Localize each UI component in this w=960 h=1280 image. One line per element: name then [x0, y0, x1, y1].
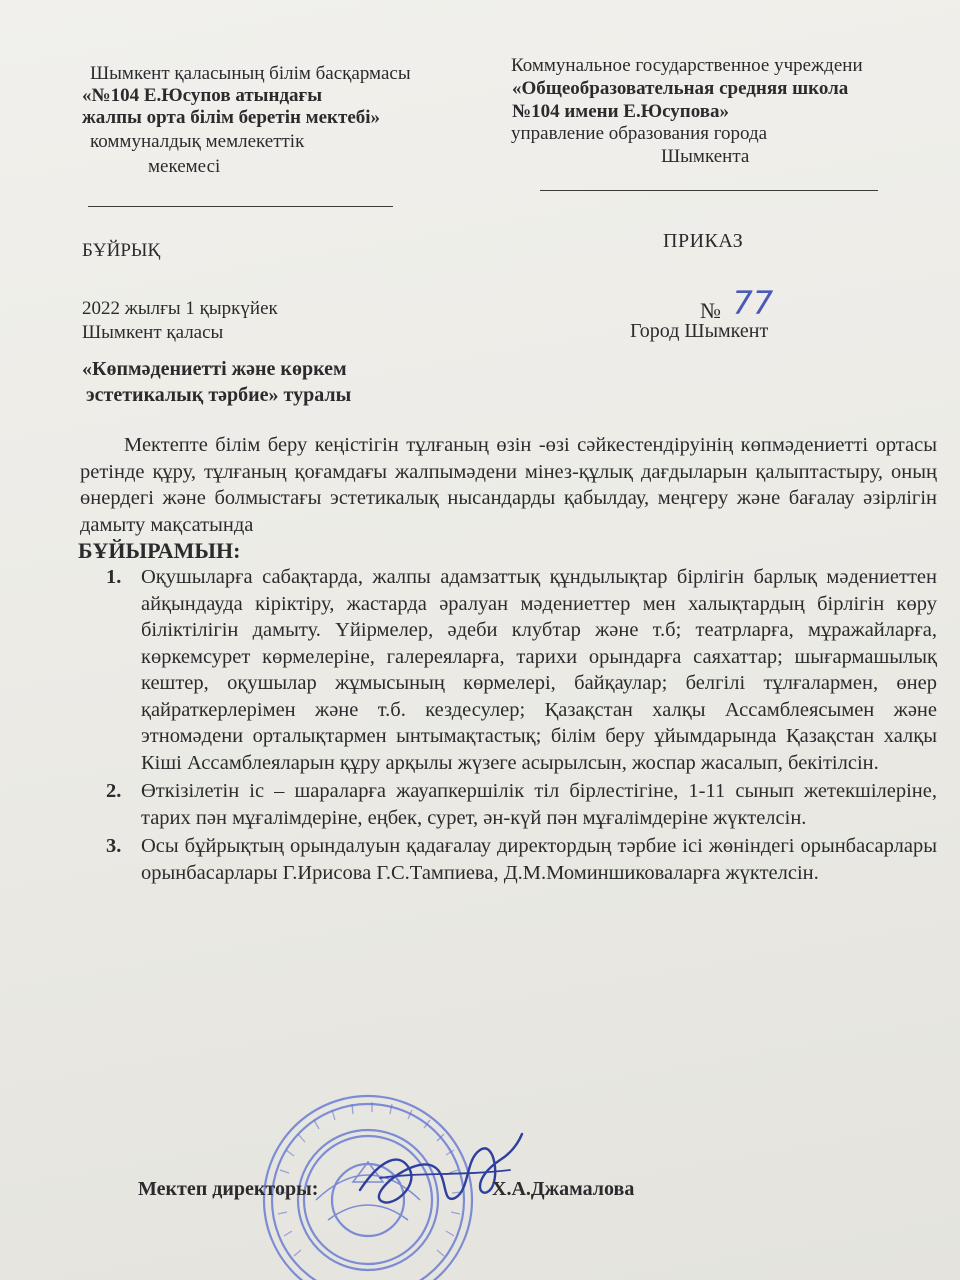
order-number-prefix: № — [700, 298, 721, 323]
order-title-ru: ПРИКАЗ — [663, 230, 744, 252]
header-ru-line1: Коммунальное государственное учреждени — [511, 55, 863, 76]
order-item-text: Оқушыларға сабақтарда, жалпы адамзаттық құндылықтар бірлігін барлық мәдениеттен айқындауда кіріктіру, жастарда әралуан мәдениеттер мен халықтардың бірлігін көру біліктілігін дамыту. Үйірмелер, әдеби клубтар және т.б; театрларға, мұражайларға, көркемсурет көрмелеріне, галереяларға, тарихи орындарға саяхаттар; шығармашылық кештер, оқушылар жұмысының көрмелері, байқаулар; белгілі тұлғалармен, өнер қайраткерлерімен және т.б. кездесулер; Қазақстан халқы Ассамблеясымен және этномәдени орталықтармен ынтымақтастық; білім беру ұйымдарында Қазақстан халқы Кіші Ассамблеяларын құру арқылы жүзеге асырылсын, жоспар жасалып, бекітілсін. — [141, 566, 937, 774]
header-ru-line3: №104 имени Е.Юсупова» — [512, 101, 730, 122]
order-date: 2022 жылғы 1 қыркүйек — [82, 298, 278, 319]
subject-line2: эстетикалық тәрбие» туралы — [86, 384, 352, 406]
order-title-kz: БҰЙРЫҚ — [82, 240, 161, 261]
signature-role: Мектеп директоры: — [138, 1178, 319, 1200]
order-item-text: Осы бұйрықтың орындалуын қадағалау директордың тәрбие ісі жөніндегі орынбасарлары орынбасарлары Г.Ирисова Г.С.Тампиева, Д.М.Моминшиковаларға жүктелсін. — [141, 835, 937, 884]
header-ru-line4: управление образования города — [511, 123, 768, 144]
header-kz-line4: коммуналдық мемлекеттік — [90, 131, 305, 152]
subject-line1: «Көпмәдениетті және көркем — [82, 358, 347, 380]
signature-scribble — [350, 1120, 530, 1230]
order-item-number: 2. — [106, 780, 122, 802]
order-items — [80, 564, 937, 886]
order-item — [80, 564, 937, 776]
header-ru-line2: «Общеобразовательная средняя школа — [512, 78, 849, 99]
signature-name: Х.А.Джамалова — [492, 1178, 635, 1200]
order-number-handwritten: 77 — [732, 284, 774, 322]
header-kz-line1: Шымкент қаласының білім басқармасы — [90, 63, 411, 84]
command-heading: БҰЙЫРАМЫН: — [78, 538, 241, 563]
order-item-number: 1. — [106, 566, 122, 588]
header-ru-divider — [540, 190, 878, 191]
order-item — [80, 778, 937, 831]
header-kz-divider — [88, 206, 393, 207]
header-kz-line3: жалпы орта білім беретін мектебі» — [82, 107, 381, 128]
order-item-number: 3. — [106, 835, 122, 857]
order-city-kz: Шымкент қаласы — [82, 322, 224, 343]
header-ru-line5: Шымкента — [661, 146, 750, 167]
order-item-text: Өткізілетін іс – шараларға жауапкершілік тіл бірлестігіне, 1-11 сынып жетекшілеріне, тарих пән мұғалімдеріне, еңбек, сурет, ән-күй пән мұғалімдеріне жүктелсін. — [141, 780, 937, 829]
header-kz-line5: мекемесі — [148, 156, 221, 177]
header-kz-line2: «№104 Е.Юсупов атындағы — [82, 85, 323, 106]
preamble: Мектепте білім беру кеңістігін тұлғаның өзін -өзі сәйкестендіруінің көпмәдениетті ортасы ретінде құру, тұлғаның қоғамдағы жалпымәдени мінез-құлық дағдыларын қалыптастыру, оның өнердегі және болмыстағы эстетикалық нысандарды қабылдау, меңгеру және бағалау әзірлігін дамыту мақсатында — [80, 434, 937, 536]
order-item — [80, 833, 937, 886]
order-city-ru: Город Шымкент — [630, 320, 769, 342]
